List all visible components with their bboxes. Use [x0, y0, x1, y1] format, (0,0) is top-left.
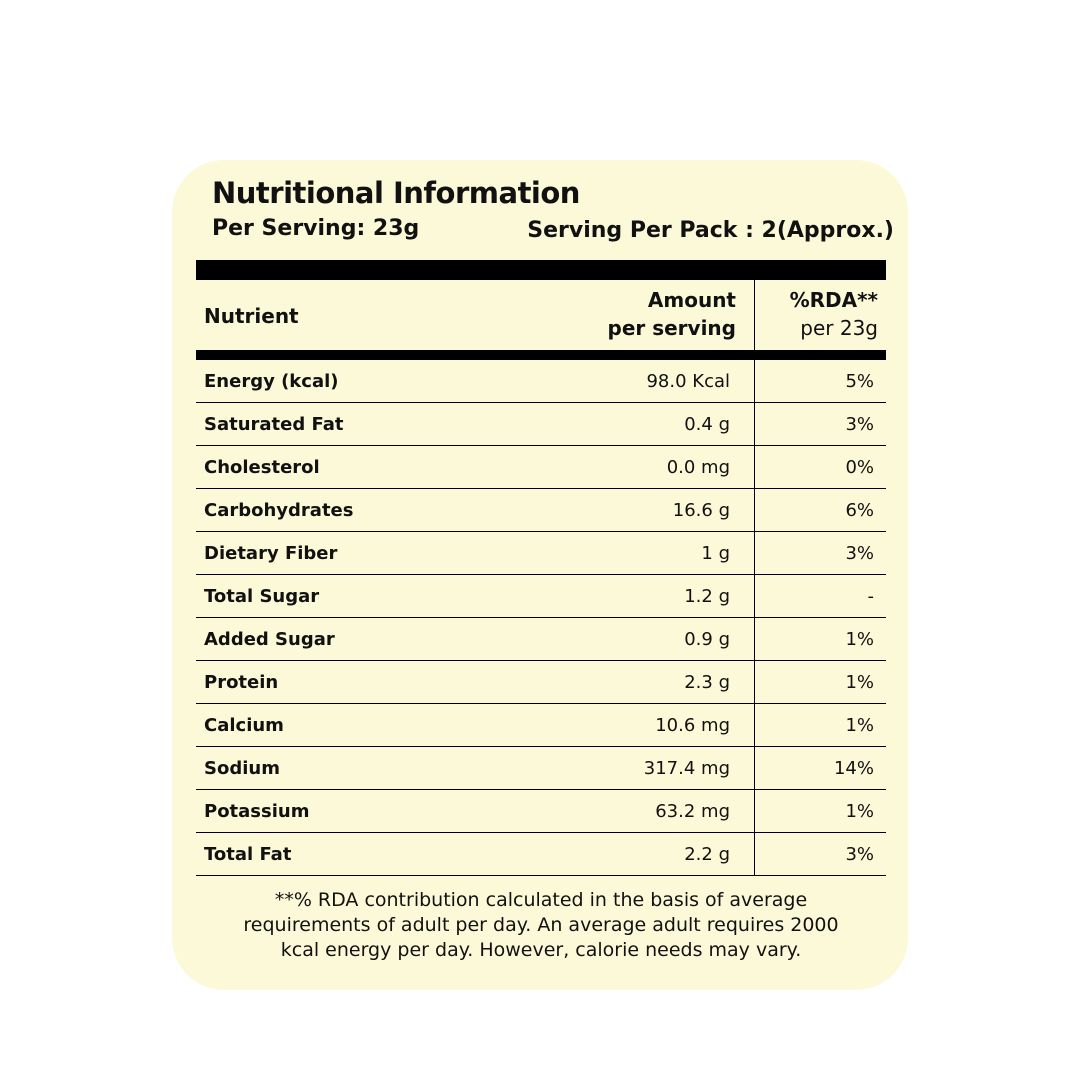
nutrient-amount: 0.0 mg [666, 456, 730, 478]
table-row [196, 532, 886, 575]
nutrient-rda: 6% [754, 489, 886, 531]
header-nutrient: Nutrient [204, 304, 299, 328]
table-body [196, 360, 886, 876]
header-amount [608, 286, 737, 342]
nutrient-name: Total Fat [204, 843, 292, 865]
nutrient-name: Cholesterol [204, 456, 320, 478]
nutrient-name: Sodium [204, 757, 280, 779]
row-main-cell [196, 790, 754, 832]
nutrition-table [196, 260, 886, 876]
nutrient-rda: 3% [754, 532, 886, 574]
nutrient-amount: 2.3 g [684, 671, 730, 693]
table-row [196, 747, 886, 790]
row-main-cell [196, 704, 754, 746]
nutrient-name: Added Sugar [204, 628, 335, 650]
nutrient-rda: 1% [754, 704, 886, 746]
table-row [196, 618, 886, 661]
table-row [196, 360, 886, 403]
nutrient-amount: 0.4 g [684, 413, 730, 435]
nutrient-rda: 1% [754, 790, 886, 832]
nutrient-amount: 1 g [701, 542, 730, 564]
row-main-cell [196, 575, 754, 617]
serving-per-pack-label: Serving Per Pack : 2(Approx.) [527, 218, 894, 243]
row-main-cell [196, 532, 754, 574]
nutrient-amount: 98.0 Kcal [646, 370, 730, 392]
nutrient-name: Total Sugar [204, 585, 320, 607]
header-rda-line1: %RDA** [789, 288, 878, 312]
nutrient-amount: 63.2 mg [655, 800, 730, 822]
table-row [196, 790, 886, 833]
footnote-line3: kcal energy per day. However, calorie needs may vary. [280, 939, 802, 961]
nutrient-rda: 3% [754, 403, 886, 445]
header-rda-cell [754, 280, 886, 350]
table-header [196, 280, 886, 350]
nutrient-amount: 16.6 g [672, 499, 730, 521]
table-row [196, 661, 886, 704]
nutrient-name: Protein [204, 671, 279, 693]
nutrient-amount: 2.2 g [684, 843, 730, 865]
nutrient-name: Potassium [204, 800, 310, 822]
nutrient-amount: 317.4 mg [643, 757, 730, 779]
nutrient-amount: 1.2 g [684, 585, 730, 607]
nutrient-name: Carbohydrates [204, 499, 354, 521]
nutrient-rda: - [754, 575, 886, 617]
row-main-cell [196, 489, 754, 531]
footnote-line1: **% RDA contribution calculated in the basis of average [274, 889, 808, 911]
header-rda [790, 286, 878, 342]
table-row [196, 403, 886, 446]
page-title: Nutritional Information [212, 176, 580, 210]
table-header-rule [196, 350, 886, 360]
header-amount-line2: per serving [607, 316, 736, 340]
row-main-cell [196, 446, 754, 488]
row-main-cell [196, 403, 754, 445]
nutrient-rda: 1% [754, 618, 886, 660]
nutrient-name: Energy (kcal) [204, 370, 339, 392]
nutrient-rda: 5% [754, 360, 886, 402]
nutrient-name: Dietary Fiber [204, 542, 338, 564]
nutrient-amount: 0.9 g [684, 628, 730, 650]
header-amount-line1: Amount [647, 288, 736, 312]
nutrient-rda: 14% [754, 747, 886, 789]
nutrient-rda: 0% [754, 446, 886, 488]
nutrient-name: Calcium [204, 714, 284, 736]
nutrient-amount: 10.6 mg [655, 714, 730, 736]
row-main-cell [196, 360, 754, 402]
header-left-cell [196, 280, 754, 350]
table-row [196, 489, 886, 532]
row-main-cell [196, 661, 754, 703]
table-row [196, 446, 886, 489]
nutrient-name: Saturated Fat [204, 413, 344, 435]
table-row [196, 833, 886, 876]
per-serving-label: Per Serving: 23g [212, 216, 420, 241]
footnote-line2: requirements of adult per day. An average adult requires 2000 [243, 914, 839, 936]
table-row [196, 575, 886, 618]
row-main-cell [196, 747, 754, 789]
row-main-cell [196, 833, 754, 875]
table-top-rule [196, 260, 886, 280]
header-rda-line2: per 23g [800, 316, 878, 340]
row-main-cell [196, 618, 754, 660]
nutrient-rda: 1% [754, 661, 886, 703]
nutrient-rda: 3% [754, 833, 886, 875]
rda-footnote [196, 888, 886, 963]
table-row [196, 704, 886, 747]
